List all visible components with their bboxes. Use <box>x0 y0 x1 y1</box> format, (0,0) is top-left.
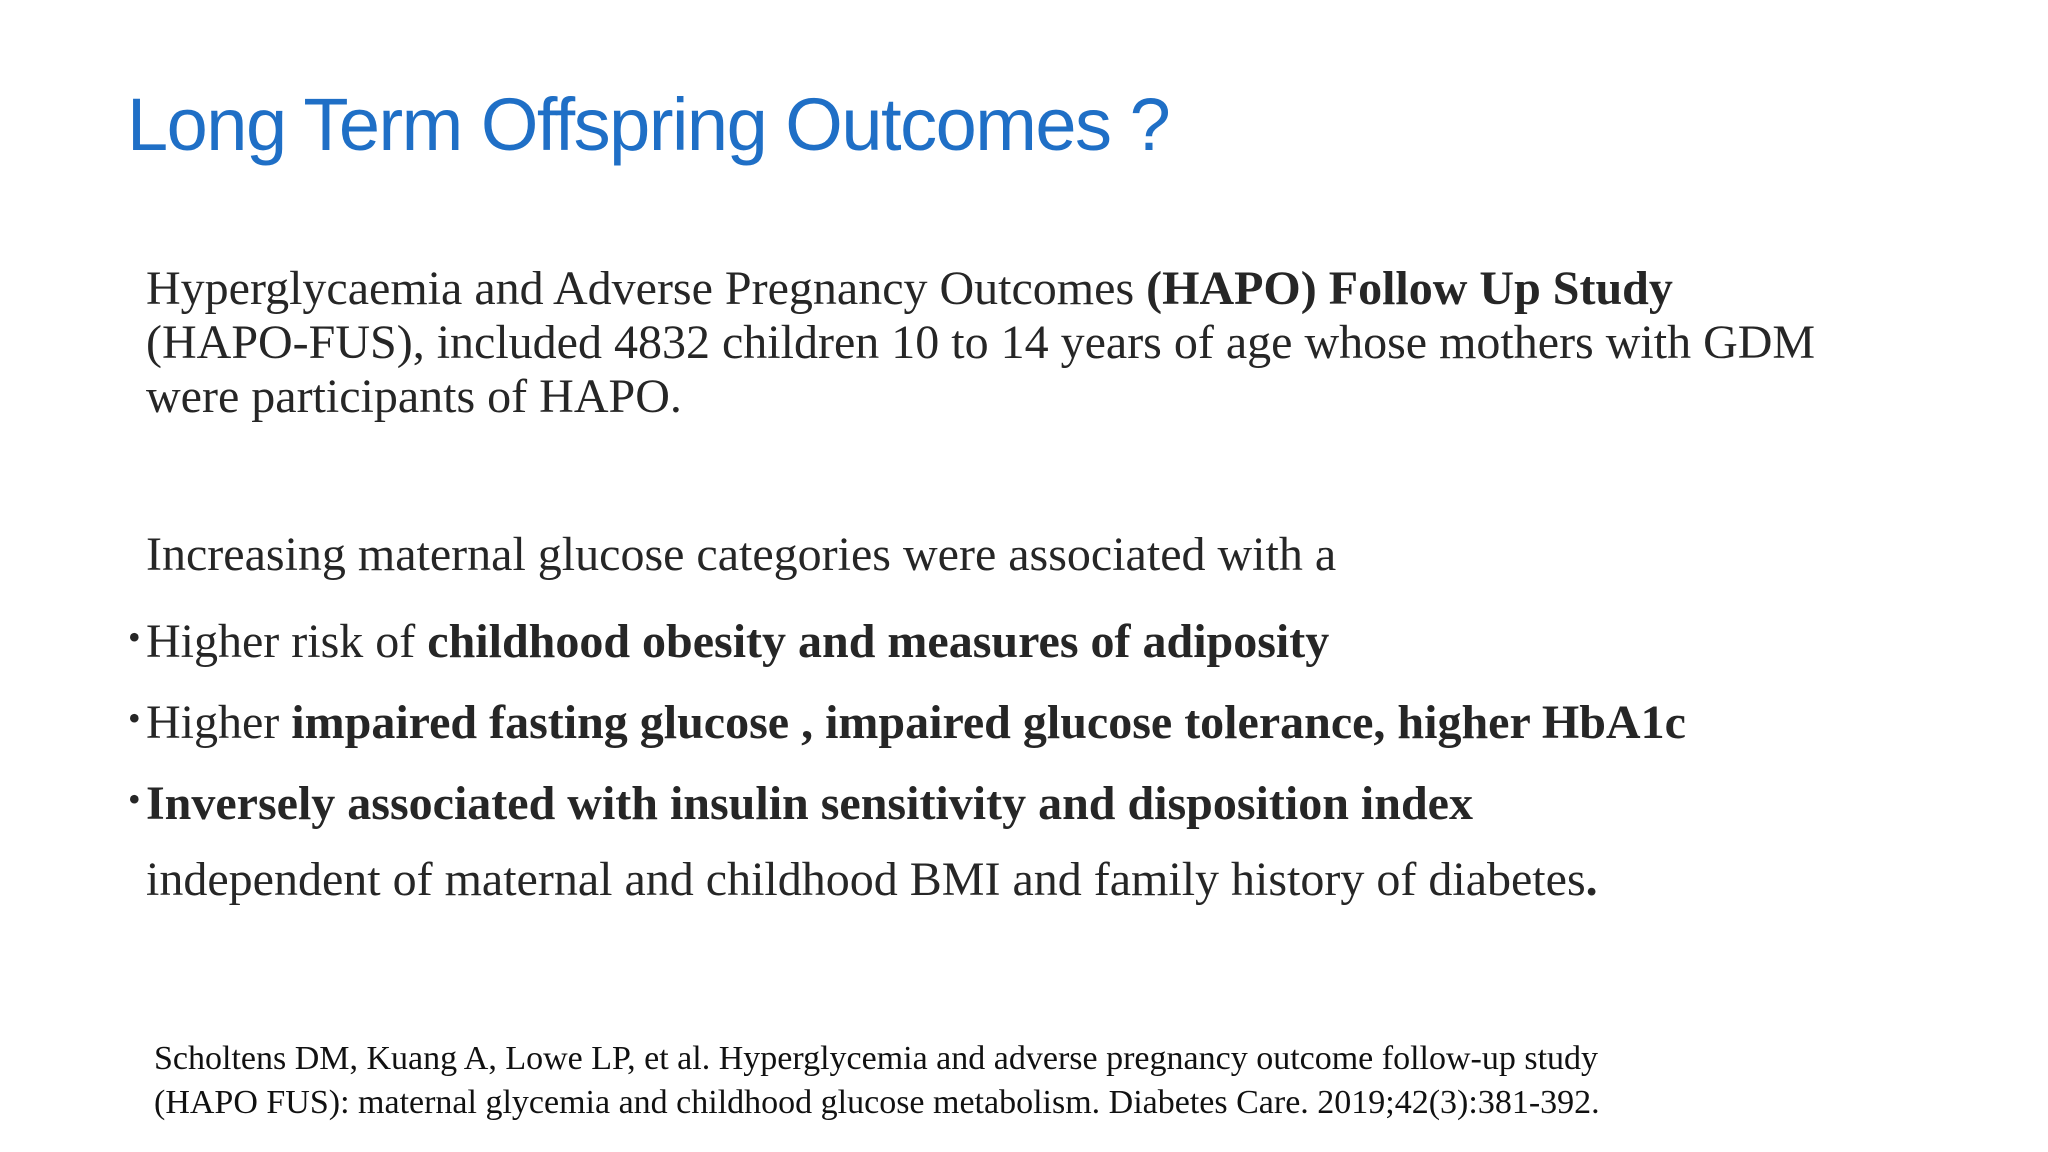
qualifier-text: independent of maternal and childhood BMI and family history of diabetes <box>146 853 1586 906</box>
citation-line-2: (HAPO FUS): maternal glycemia and childhood glucose metabolism. Diabetes Care. 2019;42(3):381-392. <box>154 1084 1600 1121</box>
intro-text: Hyperglycaemia and Adverse Pregnancy Outcomes <box>146 262 1147 315</box>
bullet-icon: • <box>128 779 141 819</box>
finding-bold-text: childhood obesity and measures of adiposity <box>427 615 1330 668</box>
finding-item-obesity <box>128 610 1686 691</box>
finding-plain-text: Higher risk of <box>146 615 428 668</box>
intro-text-continued: (HAPO-FUS), included 4832 children 10 to 14 years of age whose mothers with GDM were participants of HAPO. <box>146 316 1816 423</box>
study-description <box>146 262 1846 424</box>
slide-title: Long Term Offspring Outcomes ? <box>127 83 1170 166</box>
citation-line-1: Scholtens DM, Kuang A, Lowe LP, et al. Hyperglycemia and adverse pregnancy outcome follow-up study <box>154 1040 1599 1077</box>
findings-list <box>128 610 1686 853</box>
bullet-icon: • <box>128 698 141 738</box>
findings-qualifier <box>146 853 1598 907</box>
intro-bold-text: (HAPO) Follow Up Study <box>1146 262 1673 315</box>
finding-bold-text: Inversely associated with insulin sensitivity and disposition index <box>146 777 1473 830</box>
finding-plain-text: Higher <box>146 696 292 749</box>
finding-item-glucose <box>128 691 1686 772</box>
bullet-icon: • <box>128 617 141 657</box>
finding-bold-text: impaired fasting glucose , impaired glucose tolerance, higher HbA1c <box>291 696 1686 749</box>
reference-citation <box>154 1037 1600 1125</box>
qualifier-period: . <box>1585 853 1598 906</box>
finding-item-insulin <box>128 772 1686 853</box>
findings-lead: Increasing maternal glucose categories were associated with a <box>146 528 1337 581</box>
